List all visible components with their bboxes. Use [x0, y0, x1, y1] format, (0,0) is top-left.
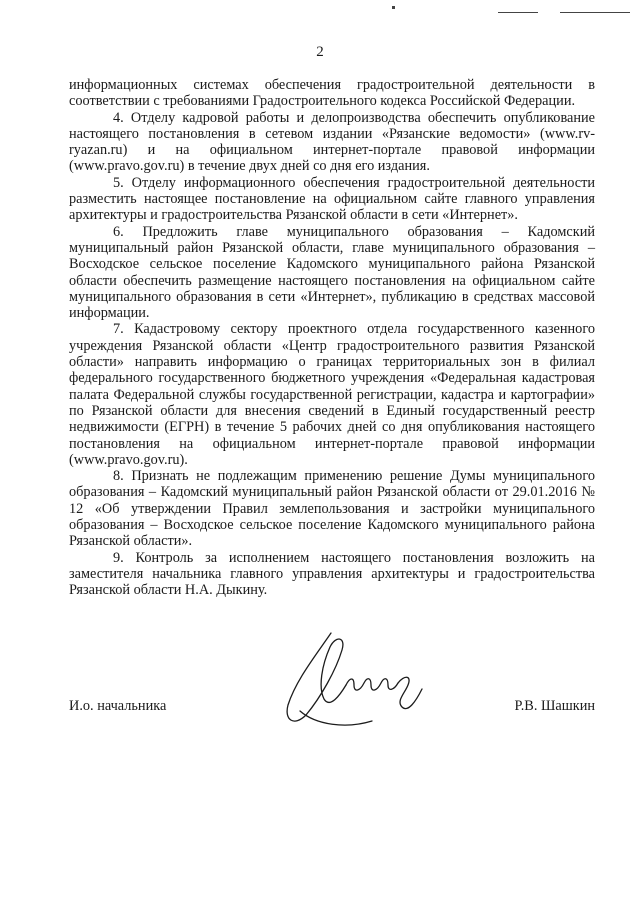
scan-artifact-line [498, 12, 538, 13]
scan-artifact-dot [392, 6, 395, 9]
paragraph-item-6: 6. Предложить главе муниципального образования – Кадомский муниципальный район Рязанской области, главе муниципального образования – Восходское сельское поселение Кадомского муниципального района Рязанской области обеспечить размещение настоящего постановления на официальном сайте муниципального образования в сети «Интернет», публикацию в средствах массовой информации. [69, 223, 595, 322]
paragraph-item-5: 5. Отделу информационного обеспечения градостроительной деятельности разместить настоящее постановление на официальном сайте главного управления архитектуры и градостроительства Рязанской области в сети «Интернет». [69, 174, 595, 224]
document-body [69, 77, 595, 599]
paragraph-continuation: информационных системах обеспечения градостроительной деятельности в соответствии с требованиями Градостроительного кодекса Российской Федерации. [69, 77, 595, 110]
scan-artifact-line [560, 12, 630, 13]
signatory-title: И.о. начальника [69, 698, 167, 714]
paragraph-item-8: 8. Признать не подлежащим применению решение Думы муниципального образования – Кадомский муниципальный район Рязанской области от 29.01.2016 № 12 «Об утверждении Правил землепользования и застройки муниципального образования – Восходское сельское поселение Кадомского муниципального района Рязанской области». [69, 468, 595, 550]
paragraph-item-9: 9. Контроль за исполнением настоящего постановления возложить на заместителя начальника главного управления архитектуры и градостроительства Рязанской области Н.А. Дыкину. [69, 549, 595, 599]
signatory-name: Р.В. Шашкин [514, 698, 595, 714]
paragraph-item-7: 7. Кадастровому сектору проектного отдела государственного казенного учреждения Рязанской области «Центр градостроительного развития Рязанской области» направить информацию о границах территориальных зон в филиал федерального государственного бюджетного учреждения «Федеральная кадастровая палата Федеральной службы государственной регистрации, кадастра и картографии» по Рязанской области для внесения сведений в Единый государственный реестр недвижимости (ЕГРН) в течение 5 рабочих дней со дня опубликования настоящего постановления на официальном интернет-портале правовой информации (www.pravo.gov.ru). [69, 321, 595, 468]
handwritten-signature [276, 625, 426, 735]
paragraph-item-4: 4. Отделу кадровой работы и делопроизводства обеспечить опубликование настоящего постановления в сетевом издании «Рязанские ведомости» (www.rv-ryazan.ru) и на официальном интернет-портале правовой информации (www.pravo.gov.ru) в течение двух дней со дня его издания. [69, 109, 595, 175]
page-number: 2 [316, 44, 324, 60]
